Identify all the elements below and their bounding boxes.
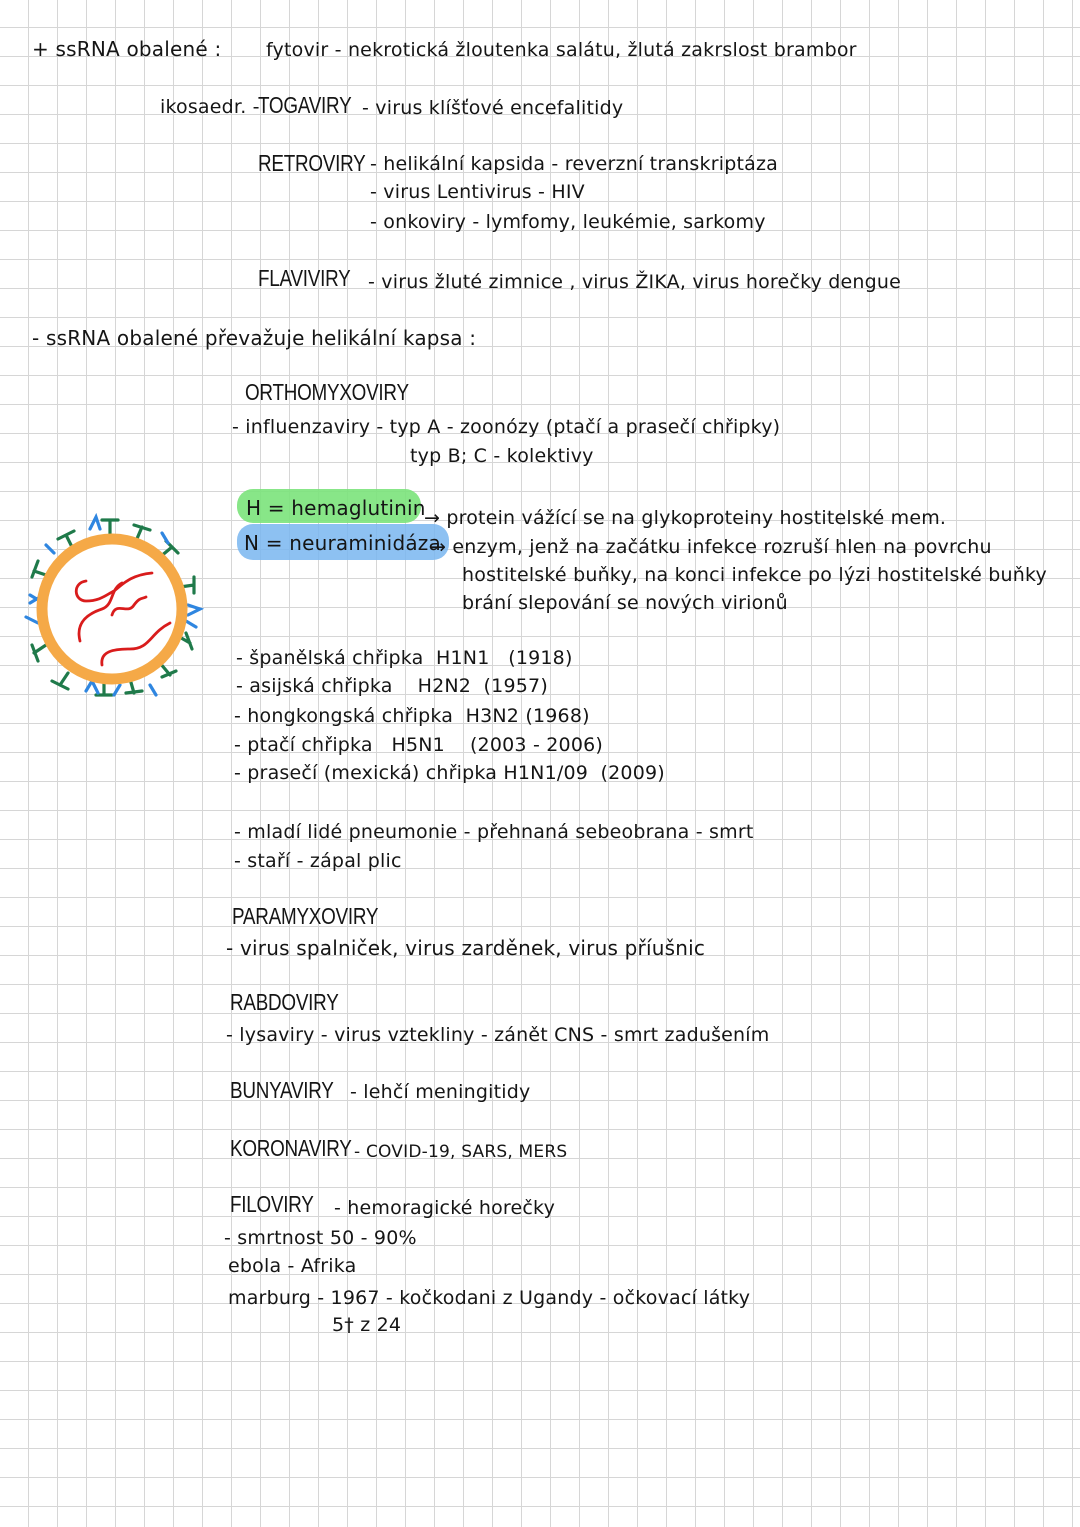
ikosaedr-prefix: ikosaedr. -	[160, 96, 260, 118]
filoviry-line-2: ebola - Afrika	[228, 1255, 357, 1277]
retroviry-line-2: - virus Lentivirus - HIV	[370, 181, 585, 203]
filoviry-line-1: - smrtnost 50 - 90%	[224, 1227, 417, 1249]
outcome-young: - mladí lidé pneumonie - přehnaná sebeobrana - smrt	[234, 821, 754, 843]
pandemic-3: - hongkongská chřipka H3N2 (1968)	[234, 705, 590, 727]
koronaviry-title: KORONAVIRY	[230, 1135, 352, 1161]
togaviry-title: TOGAVIRY	[258, 92, 352, 118]
neuraminidase-desc-3: brání slepování se nových virionů	[462, 592, 788, 614]
bunyaviry-title: BUNYAVIRY	[230, 1077, 334, 1103]
neuraminidase-label: N = neuraminidáza	[244, 531, 441, 555]
paramyxoviry-title: PARAMYXOVIRY	[232, 903, 379, 929]
orthomyxoviry-title: ORTHOMYXOVIRY	[245, 379, 409, 405]
neuraminidase-desc-2: hostitelské buňky, na konci infekce po lýzi hostitelské buňky	[462, 564, 1047, 586]
hemagglutinin-label: H = hemaglutinin	[246, 496, 426, 520]
orthomyxoviry-line-1: - influenzaviry - typ A - zoonózy (ptačí a prasečí chřipky)	[232, 416, 781, 438]
heading-helical-capsid: - ssRNA obalené převažuje helikální kapsa :	[32, 326, 477, 350]
togaviry-desc: - virus klíšťové encefalitidy	[362, 97, 624, 119]
koronaviry-desc: - COVID-19, SARS, MERS	[354, 1142, 568, 1162]
retroviry-line-3: - onkoviry - lymfomy, leukémie, sarkomy	[370, 211, 766, 233]
bunyaviry-desc: - lehčí meningitidy	[350, 1081, 531, 1103]
neuraminidase-desc-1: → enzym, jenž na začátku infekce rozruší hlen na povrchu	[430, 536, 992, 558]
influenza-virus-illustration	[10, 505, 210, 705]
rabdoviry-desc: - lysaviry - virus vztekliny - zánět CNS - smrt zadušením	[226, 1024, 770, 1046]
filoviry-line-3: marburg - 1967 - kočkodani z Ugandy - očkovací látky	[228, 1287, 751, 1309]
fytovir-line: fytovir - nekrotická žloutenka salátu, žlutá zakrslost brambor	[266, 39, 857, 61]
rabdoviry-title: RABDOVIRY	[230, 989, 339, 1015]
pandemic-1: - španělská chřipka H1N1 (1918)	[236, 647, 573, 669]
outcome-old: - staří - zápal plic	[234, 850, 402, 872]
retroviry-line-1: - helikální kapsida - reverzní transkriptáza	[370, 153, 778, 175]
orthomyxoviry-line-2: typ B; C - kolektivy	[410, 445, 594, 467]
pandemic-2: - asijská chřipka H2N2 (1957)	[236, 675, 548, 697]
filoviry-title: FILOVIRY	[230, 1191, 314, 1217]
flaviviry-desc: - virus žluté zimnice , virus ŽIKA, virus horečky dengue	[368, 271, 902, 293]
filoviry-line-4: 5† z 24	[332, 1314, 402, 1336]
heading-ssrna-enveloped: + ssRNA obalené :	[32, 37, 222, 61]
retroviry-title: RETROVIRY	[258, 150, 366, 176]
flaviviry-title: FLAVIVIRY	[258, 265, 351, 291]
pandemic-5: - prasečí (mexická) chřipka H1N1/09 (2009)	[234, 762, 665, 784]
hemagglutinin-desc: → protein vážící se na glykoproteiny hostitelské mem.	[424, 507, 947, 529]
pandemic-4: - ptačí chřipka H5N1 (2003 - 2006)	[234, 734, 604, 756]
filoviry-desc: - hemoragické horečky	[334, 1197, 556, 1219]
paramyxoviry-desc: - virus spalniček, virus zarděnek, virus příušnic	[226, 936, 706, 960]
